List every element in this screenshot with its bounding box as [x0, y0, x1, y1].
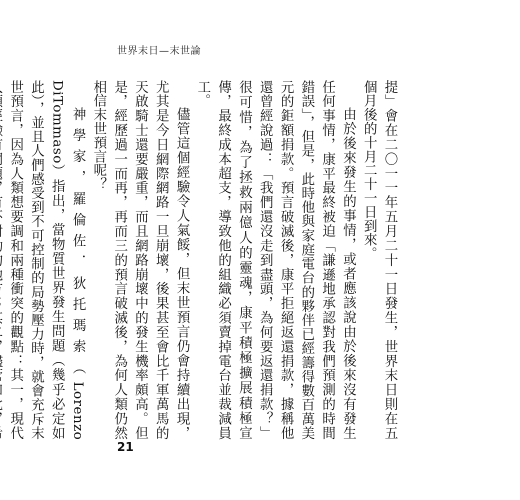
body-text	[0, 80, 399, 440]
running-head: 世界末日—末世論	[117, 46, 201, 57]
paragraph-4: 神學家，羅倫佐．狄托瑪索（Lorenzo DiTommaso）指出，當物質世界發生問題（幾乎必定如此），並且人們感受到不可控制的局勢壓力時，就會充斥末世預言，因為人類想要調和兩種衝突的觀點：其一，現代	[7, 80, 86, 440]
paragraph-3: 儘管這個經驗令人氣餒，但末世預言仍會持續出現，尤其是今日網際網路一旦崩壞，後果甚至會比千軍萬馬的天啟騎士還要嚴重，而且網路崩壞中的發生機率頗高。但是，經歷過一而再，再而三的預言破滅後，為何人類仍然相信末世預言呢？	[90, 80, 190, 440]
page-number: 21	[117, 440, 134, 454]
paragraph-2: 由於後來發生的事情，或者應該說由於後來沒有發生任何事情，康平最終被迫「謙遜地承認對我們預測的時間錯誤」，但是，此時他與家庭電台的夥伴已經籌得數百萬美元的鉅額捐款。預言破滅後，康平拒絕返還捐款，據稱他還曾經說過：「我們還沒走到盡頭，為何要返還捐款？」很可惜，為了拯救兩億人的靈魂，康平積極擴展積極宣傳，最終成本超支，導致他的組織必須賣掉電台並裁減員工。	[194, 80, 356, 440]
paragraph-1: 提」會在二〇一一年五月二十一日發生，世界末日則在五個月後的十月二十一日到來。	[361, 80, 397, 440]
